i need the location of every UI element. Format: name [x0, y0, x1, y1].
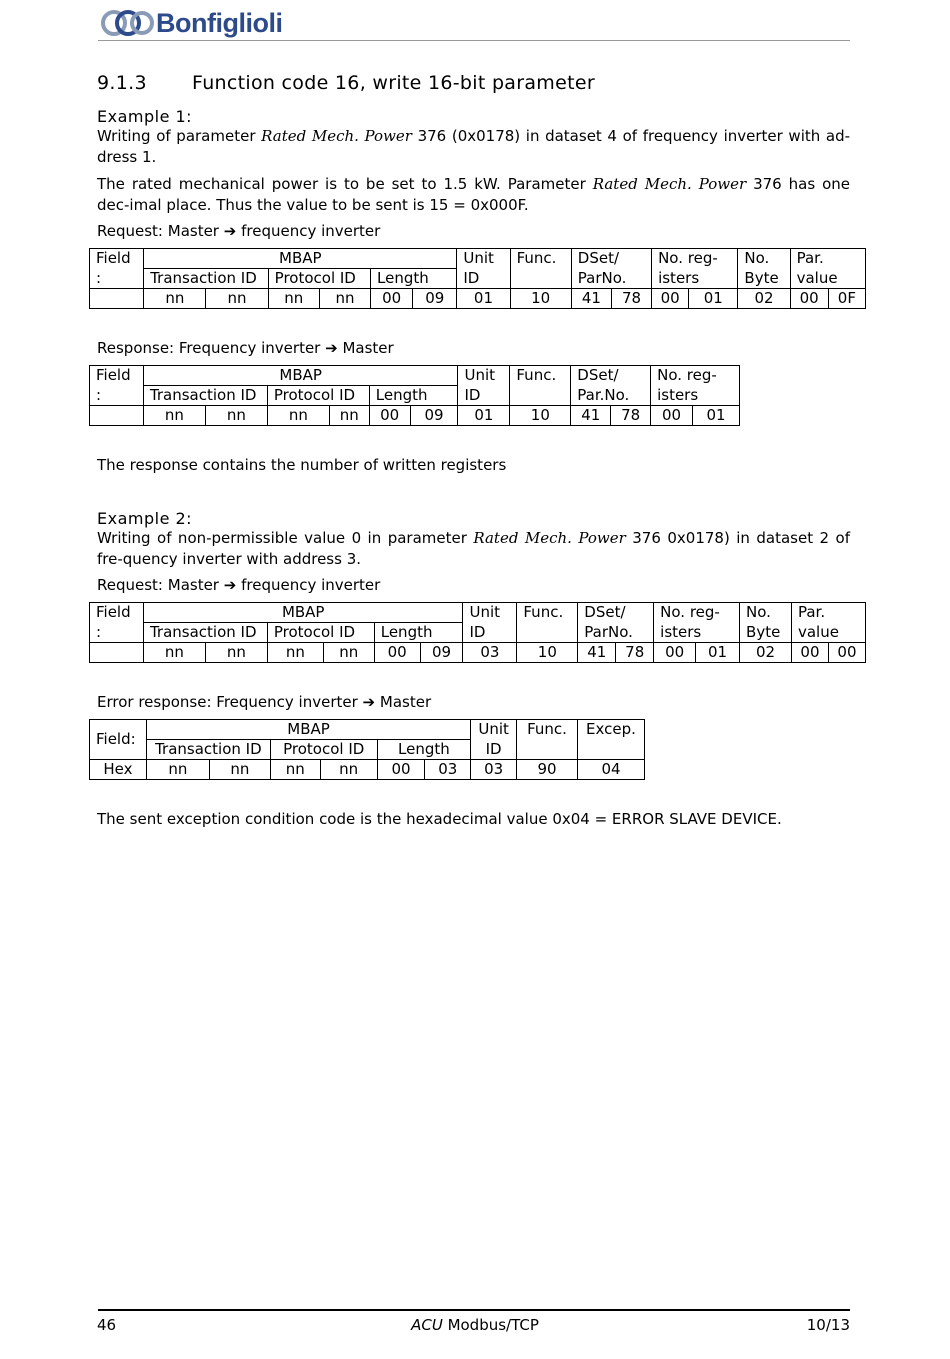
- field-header: Field: [90, 366, 144, 386]
- table-cell: 02: [740, 643, 792, 663]
- field-header: Field: [90, 249, 144, 269]
- length-header: Length: [371, 269, 457, 289]
- parameter-name: Rated Mech. Power: [473, 529, 626, 547]
- no-byte-header-cont: Byte: [738, 269, 790, 289]
- example1-paragraph1: [97, 126, 850, 168]
- func-header-cont: [510, 269, 571, 289]
- parameter-name: Rated Mech. Power: [592, 175, 747, 193]
- unit-id-header-cont: ID: [463, 623, 517, 643]
- table-cell: 00: [790, 289, 828, 309]
- table-row: [90, 643, 866, 663]
- example1-paragraph2: [97, 174, 850, 216]
- table-cell: 09: [420, 643, 463, 663]
- table-cell: 00: [369, 406, 410, 426]
- example2-request-label: [97, 575, 850, 596]
- dset-header: DSet/: [571, 249, 651, 269]
- table-cell: 04: [577, 760, 644, 780]
- table-cell: 00: [654, 643, 696, 663]
- dset-header-cont: ParNo.: [571, 269, 651, 289]
- parameter-name: Rated Mech. Power: [261, 127, 412, 145]
- table-cell: [90, 289, 144, 309]
- field-header: Field:: [90, 720, 147, 760]
- no-registers-header: No. reg-: [651, 366, 740, 386]
- example2-heading: Example 2:: [97, 509, 193, 528]
- arrow-right-icon: ➔: [223, 222, 237, 240]
- text-span: frequency inverter: [236, 576, 381, 594]
- arrow-right-icon: ➔: [325, 339, 338, 357]
- exception-header: Excep.: [577, 720, 644, 740]
- table-cell: 03: [425, 760, 471, 780]
- dset-header-cont: ParNo.: [578, 623, 654, 643]
- table-row: [90, 760, 645, 780]
- unit-id-header-cont: ID: [457, 269, 510, 289]
- table-subheader-row: [90, 623, 866, 643]
- table-cell: 09: [413, 289, 457, 309]
- text-span: Master: [375, 693, 432, 711]
- table-header-row: [90, 366, 740, 386]
- table-cell: nn: [267, 406, 329, 426]
- dset-header: DSet/: [571, 366, 651, 386]
- func-header: Func.: [517, 720, 578, 740]
- table-subheader-row: [90, 269, 866, 289]
- text-span: 376 has one dec-imal place. Thus the value to be sent is 15 = 0x000F.: [97, 175, 850, 214]
- table-cell: nn: [146, 760, 209, 780]
- text-span: Writing of non-permissible value 0 in parameter: [97, 529, 474, 547]
- text-span: Response: Frequency inverter: [97, 339, 326, 357]
- no-registers-header-cont: isters: [654, 623, 740, 643]
- table-cell: 01: [693, 406, 740, 426]
- table-cell: 02: [738, 289, 790, 309]
- func-header: Func.: [510, 366, 571, 386]
- transaction-id-header: Transaction ID: [143, 623, 267, 643]
- response-table-1: [89, 365, 740, 426]
- field-header-cont: :: [90, 623, 144, 643]
- product-name: ACU: [411, 1316, 443, 1334]
- transaction-id-header: Transaction ID: [143, 386, 267, 406]
- request-table-2: [89, 602, 866, 663]
- dset-header-cont: Par.No.: [571, 386, 651, 406]
- table-cell: Hex: [90, 760, 147, 780]
- table-cell: nn: [209, 760, 270, 780]
- section-title: Function code 16, write 16-bit parameter: [192, 72, 595, 94]
- func-header: Func.: [517, 603, 578, 623]
- length-header: Length: [374, 623, 463, 643]
- example2-exception-note: The sent exception condition code is the hexadecimal value 0x04 = ERROR SLAVE DEVICE.: [97, 810, 782, 828]
- protocol-id-header: Protocol ID: [270, 740, 377, 760]
- length-header: Length: [377, 740, 471, 760]
- unit-id-header: Unit: [463, 603, 517, 623]
- document-date: 10/13: [806, 1316, 850, 1334]
- mbap-header: MBAP: [143, 603, 463, 623]
- example1-request-label: [97, 221, 850, 242]
- text-span: The rated mechanical power is to be set to 1.5 kW. Parameter: [97, 175, 593, 193]
- protocol-id-header: Protocol ID: [267, 623, 374, 643]
- table-cell: 78: [616, 643, 654, 663]
- exception-header-cont: [577, 740, 644, 760]
- table-cell: nn: [329, 406, 369, 426]
- table-cell: [90, 406, 144, 426]
- mbap-header: MBAP: [146, 720, 470, 740]
- example1-heading: Example 1:: [97, 107, 193, 126]
- table-cell: nn: [205, 643, 267, 663]
- table-cell: 10: [510, 406, 571, 426]
- example2-paragraph1: [97, 528, 850, 570]
- example1-response-label: [97, 338, 850, 359]
- table-header-row: [90, 603, 866, 623]
- table-cell: 00: [652, 289, 689, 309]
- table-cell: 01: [458, 406, 510, 426]
- table-cell: 00: [377, 760, 425, 780]
- protocol-id-header: Protocol ID: [268, 269, 370, 289]
- table-cell: 00: [651, 406, 693, 426]
- table-cell: 90: [517, 760, 578, 780]
- table-cell: 00: [828, 643, 865, 663]
- unit-id-header: Unit: [457, 249, 510, 269]
- no-byte-header: No.: [740, 603, 792, 623]
- table-cell: nn: [320, 760, 377, 780]
- table-cell: nn: [143, 406, 205, 426]
- bonfiglioli-logo-icon: [100, 8, 154, 38]
- table-cell: nn: [323, 643, 374, 663]
- func-header-cont: [517, 623, 578, 643]
- arrow-right-icon: ➔: [223, 576, 237, 594]
- table-cell: 00: [374, 643, 420, 663]
- table-cell: nn: [205, 406, 267, 426]
- unit-id-header-cont: ID: [471, 740, 517, 760]
- field-header: Field: [90, 603, 144, 623]
- brand-name: Bonfiglioli: [156, 7, 283, 38]
- table-cell: nn: [143, 643, 205, 663]
- table-cell: 0F: [828, 289, 865, 309]
- table-cell: nn: [267, 643, 323, 663]
- no-byte-header: No.: [738, 249, 790, 269]
- table-cell: nn: [319, 289, 370, 309]
- text-span: Master: [337, 339, 394, 357]
- table-row: [90, 406, 740, 426]
- page-number: 46: [97, 1316, 117, 1334]
- table-cell: nn: [206, 289, 268, 309]
- unit-id-header: Unit: [471, 720, 517, 740]
- table-subheader-row: [90, 386, 740, 406]
- text-span: Request: Master: [97, 222, 224, 240]
- text-span: Writing of parameter: [97, 127, 262, 145]
- table-cell: nn: [144, 289, 206, 309]
- table-subheader-row: [90, 740, 645, 760]
- table-header-row: [90, 720, 645, 740]
- text-span: 376 (0x0178) in dataset 4 of frequency inverter with ad-dress 1.: [97, 127, 851, 166]
- section-heading: [97, 72, 595, 94]
- section-number: 9.1.3: [97, 72, 147, 94]
- footer-rule: [98, 1309, 850, 1311]
- no-registers-header: No. reg-: [654, 603, 740, 623]
- no-registers-header-cont: isters: [651, 386, 740, 406]
- unit-id-header: Unit: [458, 366, 510, 386]
- table-cell: 41: [571, 406, 611, 426]
- example1-response-note: The response contains the number of written registers: [97, 456, 507, 474]
- request-table-1: [89, 248, 866, 309]
- field-header-cont: :: [90, 386, 144, 406]
- no-registers-header-cont: isters: [652, 269, 738, 289]
- text-span: Request: Master: [97, 576, 224, 594]
- table-cell: 00: [791, 643, 828, 663]
- par-value-header: Par.: [790, 249, 865, 269]
- func-header-cont: [517, 740, 578, 760]
- header-rule: [98, 40, 850, 41]
- transaction-id-header: Transaction ID: [144, 269, 268, 289]
- table-cell: [90, 643, 144, 663]
- brand-logo: [100, 6, 300, 40]
- mbap-header: MBAP: [144, 249, 457, 269]
- table-cell: 03: [463, 643, 517, 663]
- no-byte-header-cont: Byte: [740, 623, 792, 643]
- table-cell: 41: [571, 289, 611, 309]
- table-cell: 78: [611, 406, 651, 426]
- par-value-header-cont: value: [790, 269, 865, 289]
- table-cell: 10: [510, 289, 571, 309]
- table-cell: 01: [689, 289, 738, 309]
- no-registers-header: No. reg-: [652, 249, 738, 269]
- example2-error-label: [97, 692, 850, 713]
- length-header: Length: [369, 386, 458, 406]
- table-cell: 41: [578, 643, 616, 663]
- field-header-cont: :: [90, 269, 144, 289]
- table-cell: 10: [517, 643, 578, 663]
- error-response-table: [89, 719, 645, 780]
- protocol-id-header: Protocol ID: [267, 386, 369, 406]
- func-header: Func.: [510, 249, 571, 269]
- table-cell: 01: [457, 289, 510, 309]
- transaction-id-header: Transaction ID: [146, 740, 270, 760]
- func-header-cont: [510, 386, 571, 406]
- table-cell: 03: [471, 760, 517, 780]
- unit-id-header-cont: ID: [458, 386, 510, 406]
- text-span: frequency inverter: [236, 222, 381, 240]
- table-cell: 09: [410, 406, 458, 426]
- table-cell: 78: [611, 289, 651, 309]
- table-cell: nn: [268, 289, 319, 309]
- par-value-header: Par.: [791, 603, 865, 623]
- document-name: Modbus/TCP: [442, 1316, 539, 1334]
- table-cell: 01: [696, 643, 740, 663]
- par-value-header-cont: value: [791, 623, 865, 643]
- text-span: Error response: Frequency inverter: [97, 693, 363, 711]
- table-row: [90, 289, 866, 309]
- arrow-right-icon: ➔: [362, 693, 376, 711]
- dset-header: DSet/: [578, 603, 654, 623]
- mbap-header: MBAP: [143, 366, 458, 386]
- table-cell: nn: [270, 760, 320, 780]
- table-header-row: [90, 249, 866, 269]
- table-cell: 00: [371, 289, 413, 309]
- text-span: 376 0x0178) in dataset 2 of fre-quency inverter with address 3.: [97, 529, 850, 568]
